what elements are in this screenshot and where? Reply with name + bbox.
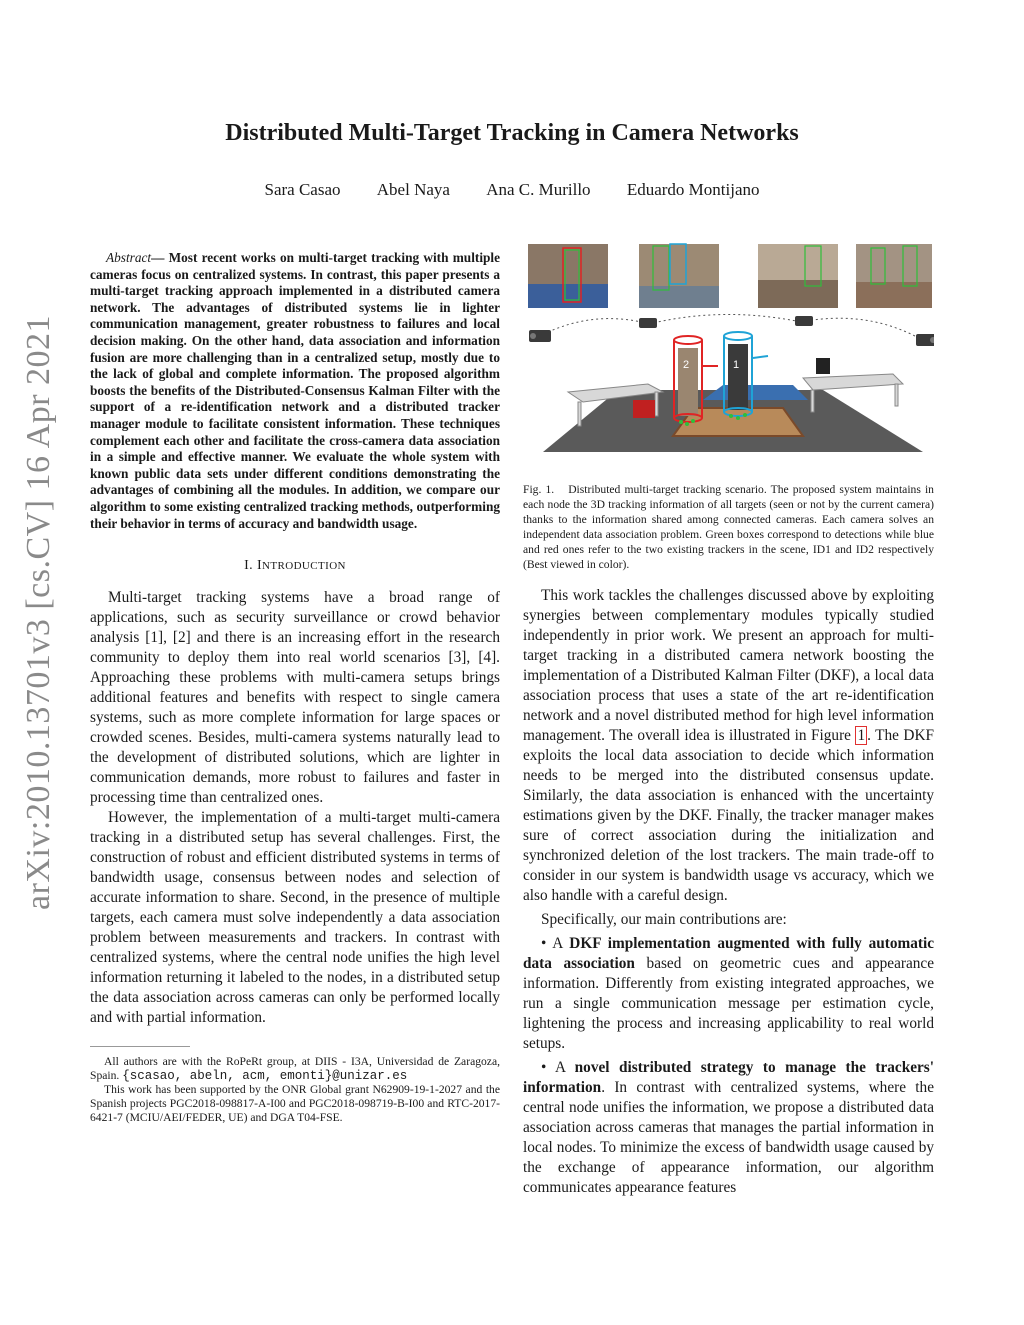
footnote-divider	[90, 1046, 190, 1047]
camera-view-4	[856, 244, 932, 308]
right-column	[523, 240, 934, 1198]
section-number: I.	[244, 558, 254, 574]
section-title-rest: NTRODUCTION	[262, 560, 346, 573]
arxiv-identifier: arXiv:2010.13701v3 [cs.CV] 16 Apr 2021	[20, 314, 57, 910]
section-title-first: I	[256, 558, 263, 574]
contribution-text: based on geometric cues and appearance information. Differently from existing integrated approaches, we run a single communication message per estimation cycle, lightening the process and increasing applicability to real world setups.	[523, 955, 934, 1052]
velocity-arrow	[753, 356, 768, 358]
camera-icon	[916, 334, 934, 346]
affiliation-footnote	[90, 1055, 500, 1083]
figure-caption-text: Distributed multi-target tracking scenario. The proposed system maintains in each node the 3D tracking information of all targets (seen or not by the current camera) thanks to the information shared among connected cameras. Each camera solves an independent data association problem. Green boxes correspond to detections while blue and red ones refer to the two existing trackers in the scene, ID1 and ID2 respectively (Best viewed in color).	[523, 483, 934, 571]
tracker-id2	[674, 336, 702, 422]
contribution-highlight: DKF implementation augmented with fully automatic data association	[523, 935, 934, 972]
author-name: Sara Casao	[264, 180, 341, 199]
figure-label: Fig. 1.	[523, 483, 555, 496]
contributions-intro: Specifically, our main contributions are:	[541, 911, 787, 928]
author-name: Ana C. Murillo	[486, 180, 591, 199]
author-name: Abel Naya	[376, 180, 450, 199]
author-name: Eduardo Montijano	[626, 180, 760, 199]
camera-view-3	[758, 244, 838, 308]
scenario-illustration	[523, 240, 934, 458]
abstract	[90, 250, 500, 532]
section-heading	[90, 558, 500, 574]
abstract-text: — Most recent works on multi-target tracking with multiple cameras focus on centralized systems. In contrast, this paper presents a multi-target tracking approach implemented in a distributed camera network. The advantages of distributed systems lie in lighter communication management, greater robustness to failures and local decision making. On the other hand, data association and information fusion are more challenging than in a centralized setup, mostly due to the lack of global and complete information. The proposed algorithm boosts the benefits of the Distributed-Consensus Kalman Filter with the support of a re-identification network and a distributed tracker manager module to facilitate consistent information. These techniques complement each other and facilitate the cross-camera data association in a simple and effective manner. We evaluate the whole system with known public data sets under different conditions demonstrating the advantages of combining all the modules. In addition, we compare our algorithm to some existing centralized tracking methods, outperforming their behavior in terms of accuracy and bandwidth usage.	[90, 250, 500, 531]
affiliation-text: All authors are with the RoPeRt group, at DIIS - I3A, Universidad de Zaragoza, Spain.	[90, 1055, 500, 1083]
camera-view-2	[639, 244, 719, 308]
abstract-lead: Abstract	[106, 250, 152, 265]
author-list	[0, 180, 1024, 200]
contribution-item: • A DKF implementation augmented with fully automatic data association based on geometric cues and appearance information. Differently from existing integrated approaches, we run a single communication message per estimation cycle, lightening the process and increasing applicability to real world setups.	[523, 935, 934, 1052]
chair	[633, 400, 655, 418]
camera-icon	[529, 330, 551, 342]
figure-caption	[523, 482, 934, 572]
intro-paragraph: Multi-target tracking systems have a broad range of applications, such as security surveillance or crowd behavior analysis [1], [2] and there is an increasing effort in the research community to deploy them into real world scenarios [3], [4]. Approaching these problems with multi-camera setups brings additional features and benefits with respect to single camera systems, such as more complete information for large spaces or crowded scenes. Besides, multi-camera systems naturally lead to the development of distributed solutions, which are lighter in communication demands, more robust to failures and faster in processing time than centralized ones.	[90, 589, 500, 807]
tracker-id1	[724, 332, 752, 416]
tracker-id-label: 2	[683, 359, 690, 371]
figure-reference-link[interactable]: 1	[857, 727, 866, 744]
left-column	[90, 250, 500, 1125]
camera-icon	[639, 318, 657, 328]
author-emails: {scasao, abeln, acm, emonti}@unizar.es	[122, 1069, 408, 1084]
figure-scenario	[523, 240, 934, 458]
body-paragraph	[523, 586, 934, 906]
body-text: This work tackles the challenges discussed above by exploiting synergies between complementary modules typically studied independently in prior work. We present an approach for multi-target tracking in a distributed camera network boosting the implementation of a Distributed Kalman Filter (DKF), a local data association process that uses a state of the art re-identification network and a novel distributed method for high level information management. The overall idea is illustrated in Figure	[523, 587, 934, 744]
monitor	[816, 358, 830, 374]
funding-footnote: This work has been supported by the ONR Global grant N62909-19-1-2027 and the Spanish projects PGC2018-098817-A-I00 and PGC2018-098719-B-I00 and RTC-2017-6421-7 (MCIU/AEI/FEDER, UE) and DGA T04-FSE.	[90, 1083, 500, 1125]
contribution-highlight: novel distributed strategy to manage the trackers' information	[523, 1059, 934, 1096]
body-text: . The DKF exploits the local data association to decide which information needs to be merged into the distributed consensus update. Similarly, the data association is enhanced with the uncertainty estimations given by the DKF. Finally, the tracker manager makes sure of correct association during the initialization and synchronized deletion of the lost trackers. The main trade-off to consider in our system is bandwidth usage vs accuracy, which we also handle with a careful design.	[523, 727, 934, 904]
contribution-text: . In contrast with centralized systems, where the central node unifies the information, we propose a distributed data association across cameras that manages the partial information in local nodes. To minimize the excess of bandwidth usage caused by the exchange of appearance information, our algorithm communicates appearance features	[523, 1079, 934, 1196]
contribution-item: • A novel distributed strategy to manage the trackers' information. In contrast with centralized systems, where the central node unifies the information, we propose a distributed data association across cameras that manages the partial information in local nodes. To minimize the excess of bandwidth usage caused by the exchange of appearance information, our algorithm communicates appearance features	[523, 1059, 934, 1196]
camera-icon	[795, 316, 813, 326]
intro-paragraph: However, the implementation of a multi-target multi-camera tracking in a distributed setup has several challenges. First, the construction of robust and efficient distributed systems in terms of bandwidth usage, consensus between nodes and selection of accurate information to share. Second, in the presence of multiple targets, each camera must solve independently a data association problem between measurements and trackers. In contrast with centralized systems, where the central node unifies the high level information returning it labeled to the nodes, in a distributed setup the data association across cameras can only be performed locally and with partial information.	[90, 809, 500, 1027]
paper-title: Distributed Multi-Target Tracking in Camera Networks	[225, 120, 799, 146]
tracker-id-label: 1	[733, 359, 740, 371]
blue-mat	[703, 385, 808, 400]
camera-view-1	[528, 244, 608, 308]
